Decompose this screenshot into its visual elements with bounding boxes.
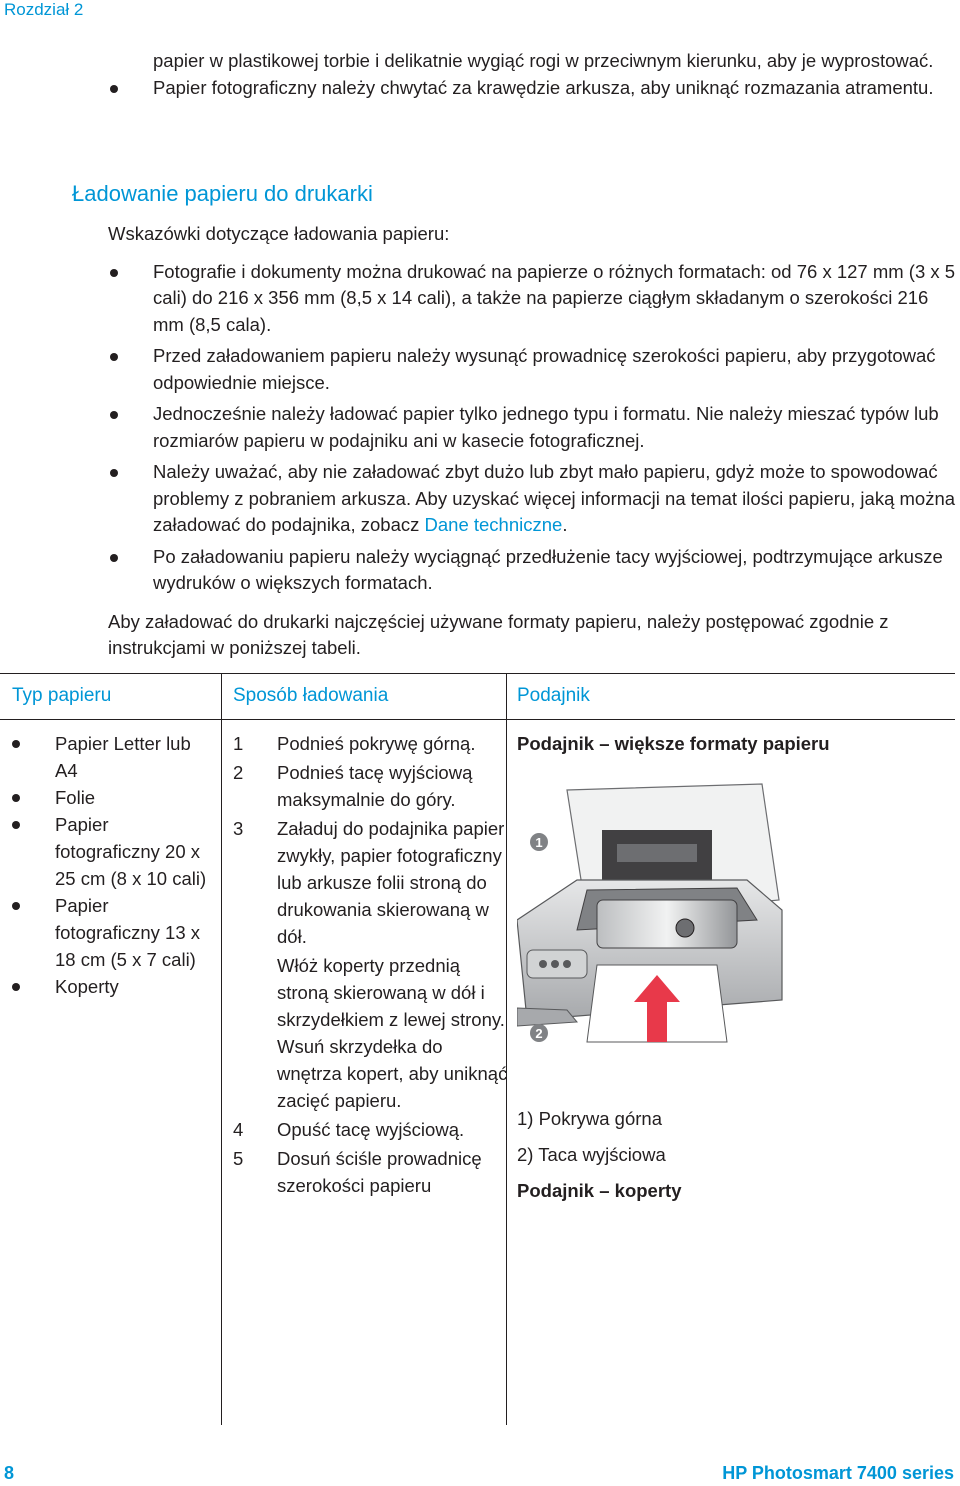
figure-legend [517,1105,955,1168]
intro-bullets [108,48,958,101]
chapter-label: Rozdział 2 [4,0,84,19]
step-item [233,1116,508,1143]
button-icon [551,960,559,968]
button-icon [563,960,571,968]
section-body [108,221,958,662]
steps-column [233,730,508,1201]
step-text: Załaduj do podajnika papier zwykły, papier fotograficzny lub arkusze folii stroną do drukowania skierowaną w dół. [277,818,505,947]
guide-knob [676,919,694,937]
list-item-text: . [562,514,568,535]
list-item: Fotografie i dokumenty można drukować na papierze o różnych formatach: od 76 x 127 mm (3 x 5 cali) do 216 x 356 mm (8,5 x 14 cali), a także na papierze ciągłym składanym o szerokości 216 mm (8,5 cala). [108,259,958,339]
step-text: Dosuń ściśle prowadnicę szerokości papieru [277,1148,482,1196]
step-number: 4 [233,1119,244,1140]
header-loading-method: Sposób ładowania [233,685,389,706]
tray-title: Podajnik – większe formaty papieru [517,733,830,754]
header-paper-type: Typ papieru [12,685,112,706]
paper-window-highlight [617,844,697,862]
step-item [233,815,508,950]
callout-2-label: 2 [535,1026,543,1041]
step-number: 3 [233,818,244,839]
section-heading: Ładowanie papieru do drukarki [72,181,373,206]
list-item [108,459,958,539]
list-item-text: Należy uważać, aby nie załadować zbyt dużo lub zbyt mało papieru, gdyż może to spowodować problemy z pobraniem arkusza. Aby uzyskać więcej informacji na temat ilości papieru, jaką można załadować do podajnika, zobacz [153,461,956,535]
list-item: papier w plastikowej torbie i delikatnie wygiąć rogi w przeciwnym kierunku, aby je wyprostować. [153,50,934,71]
list-item: Papier fotograficzny 13 x 18 cm (5 x 7 cali) [10,892,215,973]
output-tray [517,1008,577,1026]
printer-illustration [517,770,787,1090]
list-item: Papier fotograficzny 20 x 25 cm (8 x 10 cali) [10,811,215,892]
paper-types-column [10,730,215,1000]
header-tray: Podajnik [517,685,590,706]
button-icon [539,960,547,968]
list-item: Po załadowaniu papieru należy wyciągnąć przedłużenie tacy wyjściowej, podtrzymujące arkusze wydruków o większych formatach. [108,544,958,597]
step-item [233,730,508,757]
list-item: Papier Letter lub A4 [10,730,215,784]
step-number: 1 [233,733,244,754]
list-item: Przed załadowaniem papieru należy wysunąć prowadnicę szerokości papieru, aby przygotować odpowiednie miejsce. [108,343,958,396]
legend-item: 1) Pokrywa górna [517,1108,662,1129]
product-name: HP Photosmart 7400 series [722,1463,954,1483]
paper-guide [597,900,737,948]
step-item [233,952,508,1114]
list-item: Koperty [10,973,215,1000]
step-text: Podnieś pokrywę górną. [277,733,476,754]
step-item [233,1145,508,1199]
step-text: Opuść tacę wyjściową. [277,1119,465,1140]
legend-item: 2) Taca wyjściowa [517,1144,666,1165]
step-text: Podnieś tacę wyjściową maksymalnie do góry. [277,762,473,810]
step-text: Włóż koperty przednią stroną skierowaną w dół i skrzydełkiem z lewej strony. Wsuń skrzydełka do wnętrza kopert, aby uniknąć zacięć papieru. [277,955,508,1111]
step-number: 2 [233,762,244,783]
tray-title-envelopes: Podajnik – koperty [517,1180,682,1201]
table-header [0,673,955,720]
list-item: Folie [10,784,215,811]
closing-text: Aby załadować do drukarki najczęściej używane formaty papieru, należy postępować zgodnie z instrukcjami w poniższej tabeli. [108,610,889,658]
step-item [233,759,508,813]
specs-link[interactable]: Dane techniczne [424,514,563,535]
page-number: 8 [4,1463,15,1483]
lead-text: Wskazówki dotyczące ładowania papieru: [108,223,450,244]
column-divider [221,673,222,1425]
step-number: 5 [233,1148,244,1169]
list-item: Papier fotograficzny należy chwytać za krawędzie arkusza, aby uniknąć rozmazania atramentu. [108,75,958,102]
list-item: Jednocześnie należy ładować papier tylko jednego typu i formatu. Nie należy mieszać typów lub rozmiarów papieru w podajniku ani w kasecie fotograficznej. [108,401,958,454]
callout-1-label: 1 [535,835,543,850]
